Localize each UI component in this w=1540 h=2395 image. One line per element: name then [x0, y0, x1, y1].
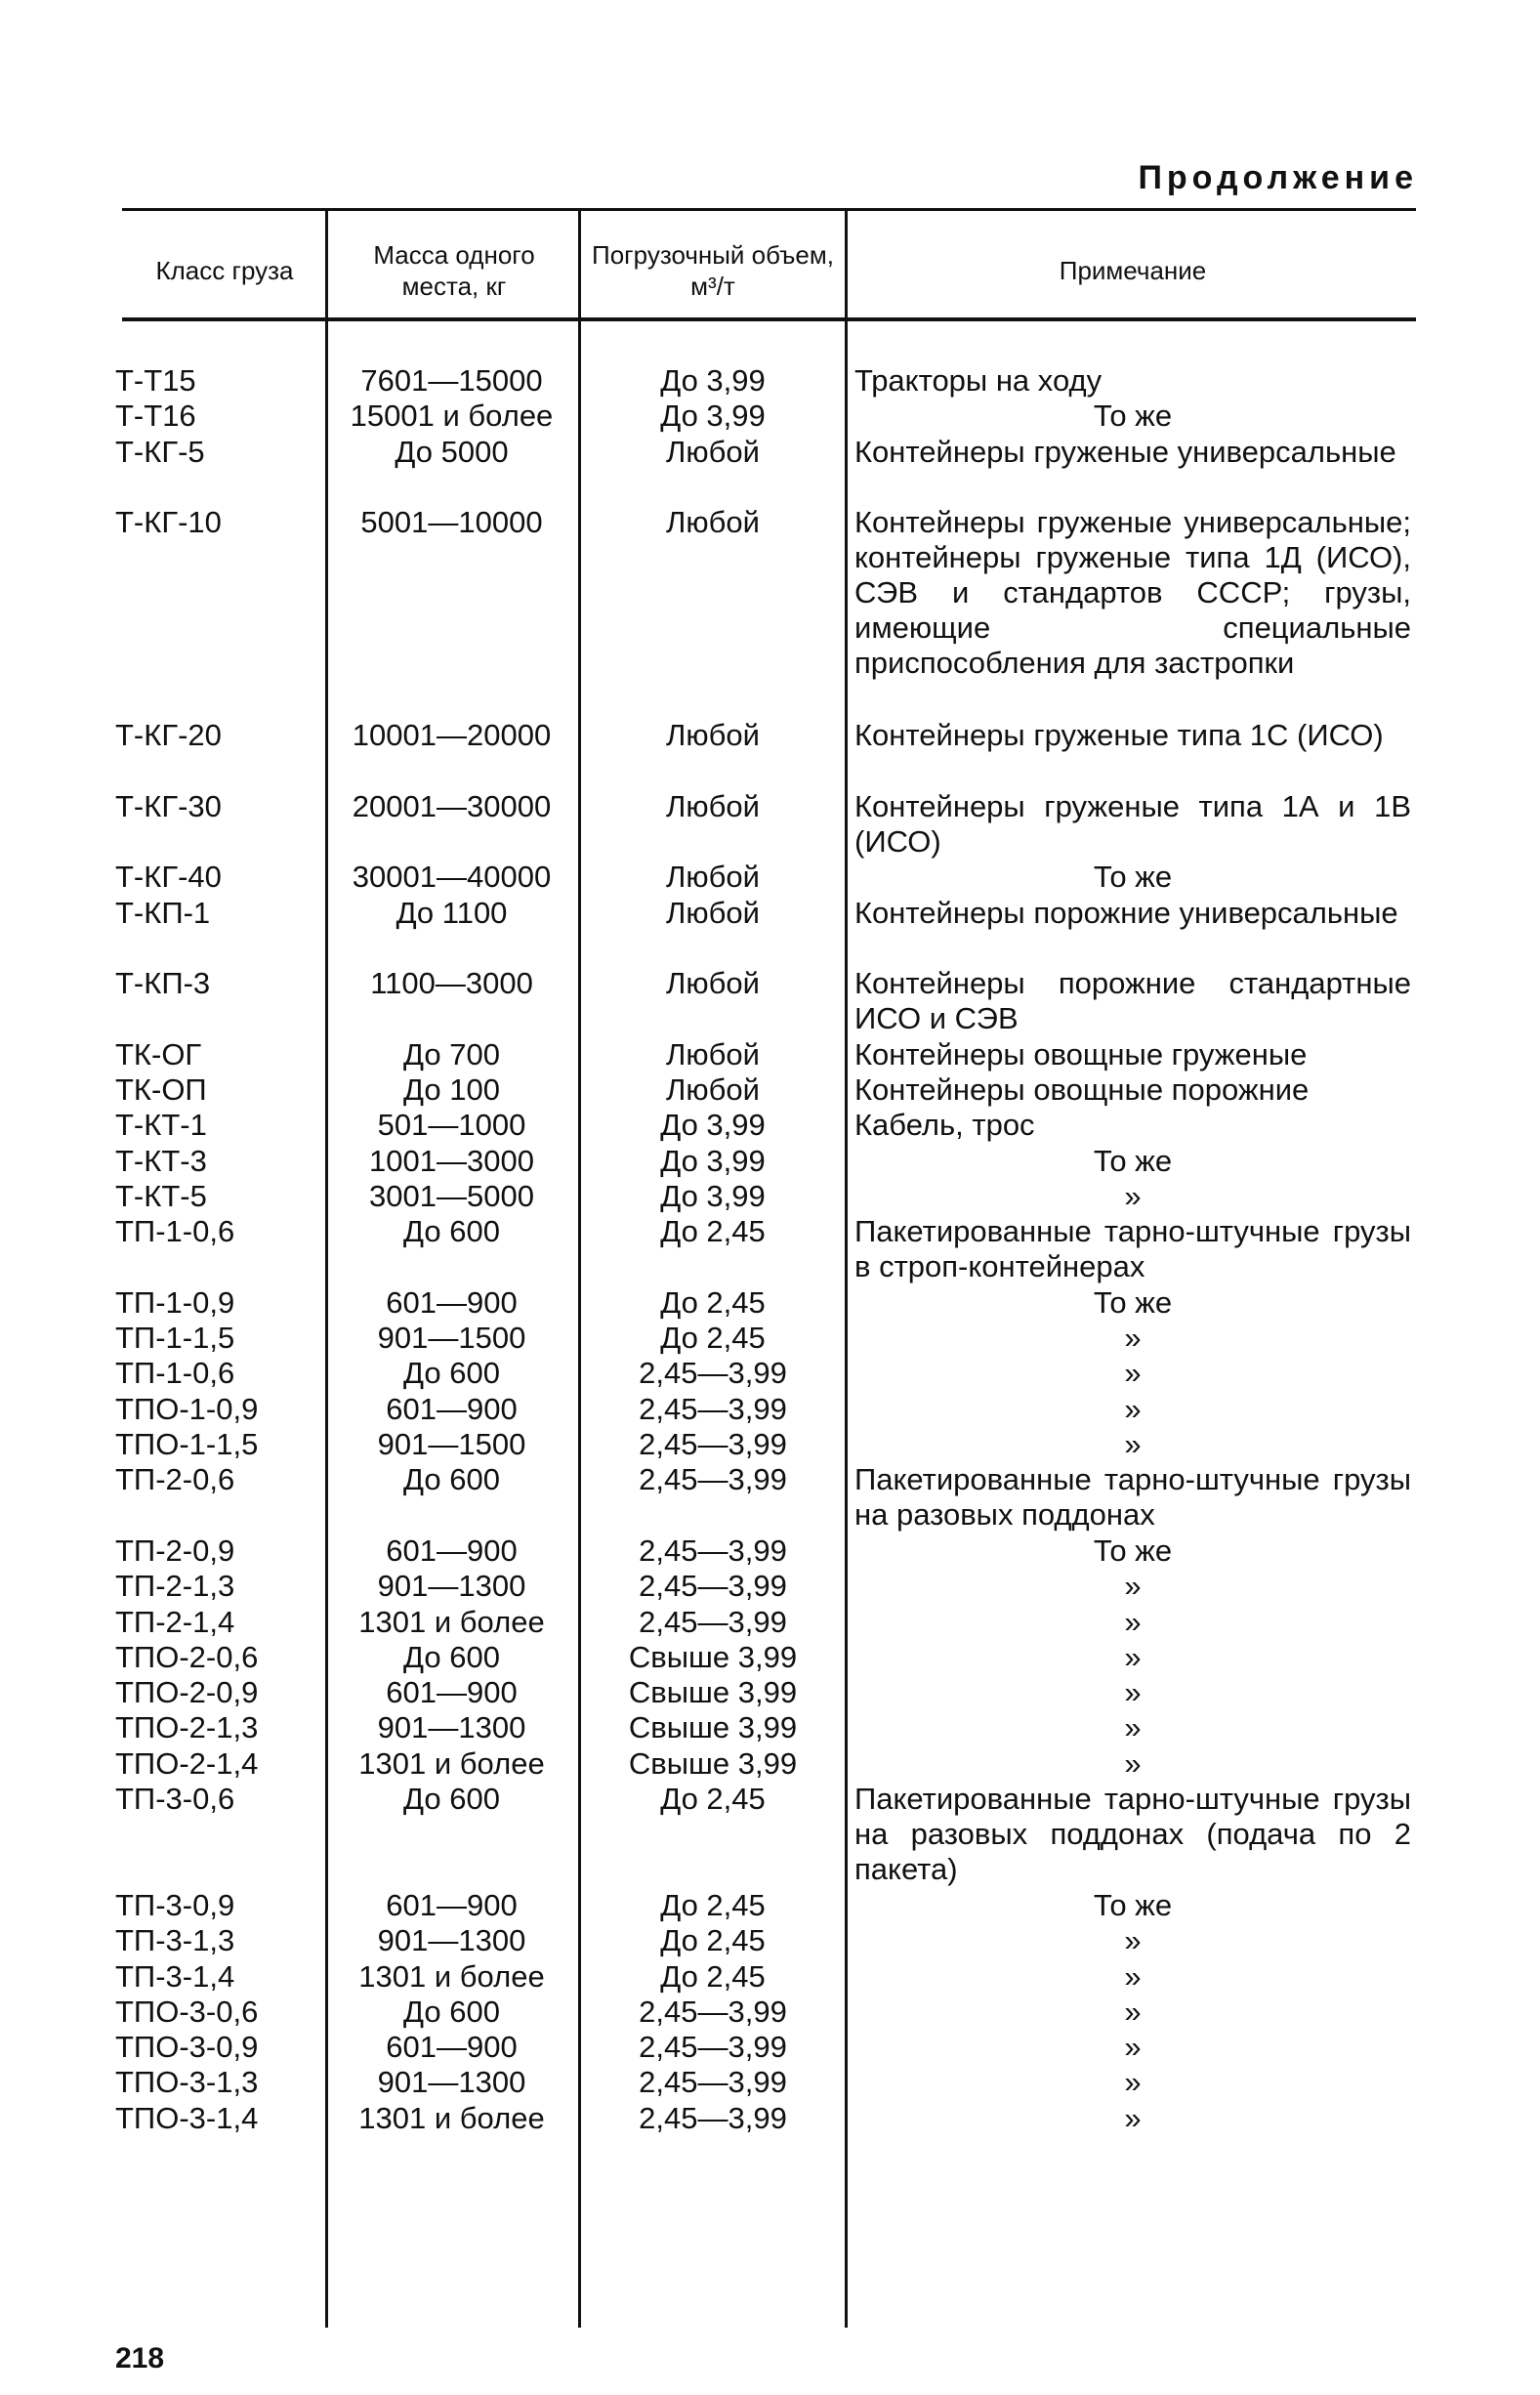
note-cell	[854, 718, 1411, 753]
mass-cell: 1301 и более	[358, 1958, 545, 1994]
header-volume: Погрузочный объем, м³/т	[592, 240, 834, 301]
note-cell	[854, 1179, 1411, 1214]
volume-cell: До 2,45	[660, 1321, 766, 1356]
continuation-label: Продолжение	[1138, 159, 1418, 196]
note-cell-text: »	[1124, 1391, 1142, 1426]
note-cell	[854, 1144, 1411, 1179]
note-cell-text: Пакетированные тарно-штучные грузы на разовых поддонах	[854, 1462, 1411, 1533]
cargo-class-cell: Т-Т16	[115, 399, 196, 434]
mass-cell: 1301 и более	[358, 1745, 545, 1781]
cargo-class-cell: ТПО-1-1,5	[115, 1427, 259, 1461]
volume-cell: До 3,99	[660, 1108, 766, 1143]
note-cell-text: »	[1124, 2100, 1142, 2135]
cargo-class-cell: ТПО-2-0,6	[115, 1639, 259, 1674]
mass-cell: 601—900	[386, 1391, 518, 1426]
volume-cell: Свыше 3,99	[628, 1745, 798, 1781]
volume-cell: Свыше 3,99	[628, 1710, 798, 1745]
mass-cell: 3001—5000	[369, 1178, 534, 1213]
cargo-class-cell: ТП-3-0,6	[115, 1782, 235, 1816]
note-cell-text: Контейнеры порожние стандартные ИСО и СЭВ	[854, 966, 1411, 1036]
note-cell	[854, 896, 1411, 931]
note-cell-text: »	[1124, 2030, 1142, 2065]
note-cell-text: Контейнеры овощные порожние	[854, 1072, 1310, 1107]
page-number: 218	[115, 2342, 165, 2374]
note-cell	[854, 1285, 1411, 1321]
note-cell-text: То же	[1093, 1284, 1173, 1320]
mass-cell: 901—1300	[377, 2065, 526, 2100]
note-cell	[854, 1356, 1411, 1391]
note-cell-text: »	[1124, 1710, 1142, 1745]
note-cell-text: »	[1124, 1427, 1142, 1461]
note-cell	[854, 1072, 1411, 1108]
volume-cell: До 2,45	[660, 1782, 766, 1816]
mass-cell: До 600	[403, 1462, 500, 1497]
note-cell-text: Контейнеры овощные груженые	[854, 1036, 1308, 1071]
note-cell-text: Контейнеры груженые типа 1А и 1В (ИСО)	[854, 788, 1411, 859]
cargo-class-cell: ТПО-2-0,9	[115, 1675, 259, 1710]
cargo-class-cell: Т-КГ-20	[115, 718, 222, 752]
note-cell-text: »	[1124, 1569, 1142, 1604]
cargo-class-cell: ТП-2-0,6	[115, 1462, 235, 1497]
note-cell	[854, 1214, 1411, 1284]
note-cell-text: »	[1124, 1639, 1142, 1674]
mass-cell: До 600	[403, 1782, 500, 1816]
mass-cell: 901—1300	[377, 1923, 526, 1958]
note-cell-text: »	[1124, 1923, 1142, 1958]
mass-cell: 601—900	[386, 2030, 518, 2065]
volume-cell: Любой	[666, 860, 760, 895]
cargo-class-cell: ТК-ОП	[115, 1072, 207, 1107]
volume-cell: Любой	[666, 966, 760, 1001]
mass-cell: 5001—10000	[360, 505, 543, 540]
volume-cell: Любой	[666, 718, 760, 752]
note-cell-text: То же	[1093, 1533, 1173, 1568]
note-cell-text: »	[1124, 1745, 1142, 1781]
note-cell-text: То же	[1093, 860, 1173, 895]
mass-cell: 20001—30000	[352, 788, 552, 823]
mass-cell: До 600	[403, 1214, 500, 1249]
volume-cell: До 3,99	[660, 1178, 766, 1213]
note-cell-text: Кабель, трос	[854, 1108, 1035, 1143]
note-cell	[854, 2065, 1411, 2100]
volume-cell: Любой	[666, 1072, 760, 1107]
cargo-class-cell: Т-КП-3	[115, 966, 211, 1001]
mass-cell: 501—1000	[377, 1108, 526, 1143]
mass-cell: 901—1500	[377, 1427, 526, 1461]
note-cell	[854, 399, 1411, 434]
note-cell-text: Тракторы на ходу	[854, 363, 1103, 398]
mass-cell: 901—1300	[377, 1569, 526, 1604]
note-cell	[854, 789, 1411, 860]
mass-cell: 10001—20000	[352, 718, 552, 752]
note-cell	[854, 1108, 1411, 1143]
cargo-class-cell: Т-КТ-1	[115, 1108, 207, 1143]
note-cell	[854, 1427, 1411, 1462]
cargo-class-cell: Т-КТ-5	[115, 1178, 207, 1213]
volume-cell: 2,45—3,99	[639, 2065, 787, 2100]
note-cell-text: »	[1124, 1178, 1142, 1213]
volume-cell: До 2,45	[660, 1958, 766, 1994]
note-cell	[854, 1710, 1411, 1745]
volume-cell: Любой	[666, 895, 760, 930]
cargo-class-cell: Т-КТ-3	[115, 1143, 207, 1178]
mass-cell: 15001 и более	[350, 399, 554, 434]
mass-cell: До 1100	[395, 895, 508, 930]
mass-cell: 901—1300	[377, 1710, 526, 1745]
note-cell-text: То же	[1093, 399, 1173, 434]
volume-cell: До 2,45	[660, 1284, 766, 1320]
cargo-class-cell: ТК-ОГ	[115, 1036, 202, 1071]
note-cell	[854, 1675, 1411, 1710]
note-cell-text: »	[1124, 1958, 1142, 1994]
volume-cell: Свыше 3,99	[628, 1639, 798, 1674]
note-cell	[854, 1462, 1411, 1533]
note-cell-text: Контейнеры порожние универсальные	[854, 895, 1398, 930]
note-cell	[854, 966, 1411, 1036]
note-cell	[854, 1746, 1411, 1782]
note-cell-text: »	[1124, 1675, 1142, 1710]
cargo-class-cell: ТПО-3-1,3	[115, 2065, 259, 2100]
volume-cell: Любой	[666, 505, 760, 540]
mass-cell: 601—900	[386, 1284, 518, 1320]
volume-cell: До 3,99	[660, 399, 766, 434]
volume-cell: До 2,45	[660, 1887, 766, 1922]
mass-cell: 30001—40000	[352, 860, 552, 895]
note-cell-text: То же	[1093, 1887, 1173, 1922]
cargo-class-cell: Т-КГ-30	[115, 788, 222, 823]
cargo-class-cell: ТП-1-0,6	[115, 1356, 235, 1391]
note-cell	[854, 860, 1411, 895]
note-cell-text: Пакетированные тарно-штучные грузы на разовых поддонах (подача по 2 пакета)	[854, 1782, 1411, 1886]
cargo-class-cell: ТПО-3-0,6	[115, 1994, 259, 2029]
volume-cell: До 2,45	[660, 1214, 766, 1249]
note-cell-text: Контейнеры груженые типа 1С (ИСО)	[854, 718, 1384, 752]
cargo-class-cell: ТП-1-0,6	[115, 1214, 235, 1249]
mass-cell: 7601—15000	[360, 363, 543, 398]
cargo-class-cell: ТП-2-0,9	[115, 1533, 235, 1568]
note-cell-text: Контейнеры груженые универсальные; контейнеры груженые типа 1Д (ИСО), СЭВ и стандартов СССР; грузы, имеющие специальные приспособления для застропки	[854, 505, 1411, 681]
note-cell	[854, 1782, 1411, 1887]
volume-cell: Любой	[666, 1036, 760, 1071]
cargo-class-cell: Т-КГ-40	[115, 860, 222, 895]
cargo-class-cell: Т-КГ-10	[115, 505, 222, 540]
mass-cell: До 600	[403, 1639, 500, 1674]
note-cell-text: »	[1124, 1604, 1142, 1639]
cargo-class-cell: ТП-3-1,4	[115, 1958, 235, 1994]
note-cell	[854, 1392, 1411, 1427]
cargo-class-cell: ТПО-3-0,9	[115, 2030, 259, 2065]
note-cell	[854, 435, 1411, 470]
note-cell	[854, 1923, 1411, 1958]
volume-cell: До 2,45	[660, 1923, 766, 1958]
note-cell	[854, 505, 1411, 681]
note-cell	[854, 1995, 1411, 2030]
volume-cell: 2,45—3,99	[639, 1994, 787, 2029]
volume-cell: Любой	[666, 788, 760, 823]
note-cell	[854, 1640, 1411, 1675]
note-cell	[854, 1037, 1411, 1072]
volume-cell: 2,45—3,99	[639, 1427, 787, 1461]
note-cell	[854, 363, 1411, 399]
volume-cell: 2,45—3,99	[639, 1391, 787, 1426]
header-mass: Масса одного места, кг	[373, 240, 535, 301]
cargo-class-cell: Т-КГ-5	[115, 434, 205, 469]
mass-cell: 601—900	[386, 1533, 518, 1568]
volume-cell: 2,45—3,99	[639, 1462, 787, 1497]
note-cell	[854, 1605, 1411, 1640]
volume-cell: Любой	[666, 434, 760, 469]
volume-cell: До 3,99	[660, 1143, 766, 1178]
mass-cell: До 100	[403, 1072, 500, 1107]
volume-cell: 2,45—3,99	[639, 2100, 787, 2135]
cargo-class-cell: ТПО-2-1,3	[115, 1710, 259, 1745]
mass-cell: До 5000	[395, 434, 509, 469]
volume-cell: 2,45—3,99	[639, 2030, 787, 2065]
note-cell-text: То же	[1093, 1143, 1173, 1178]
note-cell	[854, 1959, 1411, 1995]
note-cell-text: »	[1124, 1356, 1142, 1391]
volume-cell: Свыше 3,99	[628, 1675, 798, 1710]
mass-cell: 1100—3000	[370, 966, 533, 1001]
cargo-class-cell: Т-КП-1	[115, 895, 211, 930]
note-cell-text: »	[1124, 1321, 1142, 1356]
volume-cell: 2,45—3,99	[639, 1533, 787, 1568]
cargo-class-cell: ТП-3-0,9	[115, 1887, 235, 1922]
cargo-class-cell: ТП-3-1,3	[115, 1923, 235, 1958]
mass-cell: До 600	[403, 1356, 500, 1391]
header-class: Класс груза	[155, 256, 294, 285]
mass-cell: 601—900	[386, 1887, 518, 1922]
cargo-class-cell: ТП-1-1,5	[115, 1321, 235, 1356]
note-cell	[854, 1888, 1411, 1923]
note-cell-text: »	[1124, 2065, 1142, 2100]
volume-cell: 2,45—3,99	[639, 1569, 787, 1604]
mass-cell: 1301 и более	[358, 2100, 545, 2135]
note-cell	[854, 1321, 1411, 1356]
cargo-class-cell: ТПО-1-0,9	[115, 1391, 259, 1426]
mass-cell: До 600	[403, 1994, 500, 2029]
volume-cell: 2,45—3,99	[639, 1356, 787, 1391]
cargo-class-cell: ТПО-3-1,4	[115, 2100, 259, 2135]
cargo-class-cell: ТП-2-1,3	[115, 1569, 235, 1604]
note-cell-text: Пакетированные тарно-штучные грузы в строп-контейнерах	[854, 1214, 1411, 1284]
cargo-class-cell: ТПО-2-1,4	[115, 1745, 259, 1781]
volume-cell: 2,45—3,99	[639, 1604, 787, 1639]
note-cell-text: Контейнеры груженые универсальные	[854, 434, 1396, 469]
mass-cell: 1001—3000	[369, 1143, 534, 1178]
mass-cell: 901—1500	[377, 1321, 526, 1356]
header-note: Примечание	[1059, 256, 1207, 285]
cargo-class-cell: ТП-1-0,9	[115, 1284, 235, 1320]
mass-cell: 601—900	[386, 1675, 518, 1710]
volume-cell: До 3,99	[660, 363, 766, 398]
note-cell	[854, 1534, 1411, 1569]
note-cell	[854, 2101, 1411, 2136]
cargo-class-cell: ТП-2-1,4	[115, 1604, 235, 1639]
cargo-class-cell: Т-Т15	[115, 363, 196, 398]
note-cell	[854, 1569, 1411, 1604]
note-cell	[854, 2030, 1411, 2065]
mass-cell: 1301 и более	[358, 1604, 545, 1639]
mass-cell: До 700	[403, 1036, 500, 1071]
note-cell-text: »	[1124, 1994, 1142, 2029]
